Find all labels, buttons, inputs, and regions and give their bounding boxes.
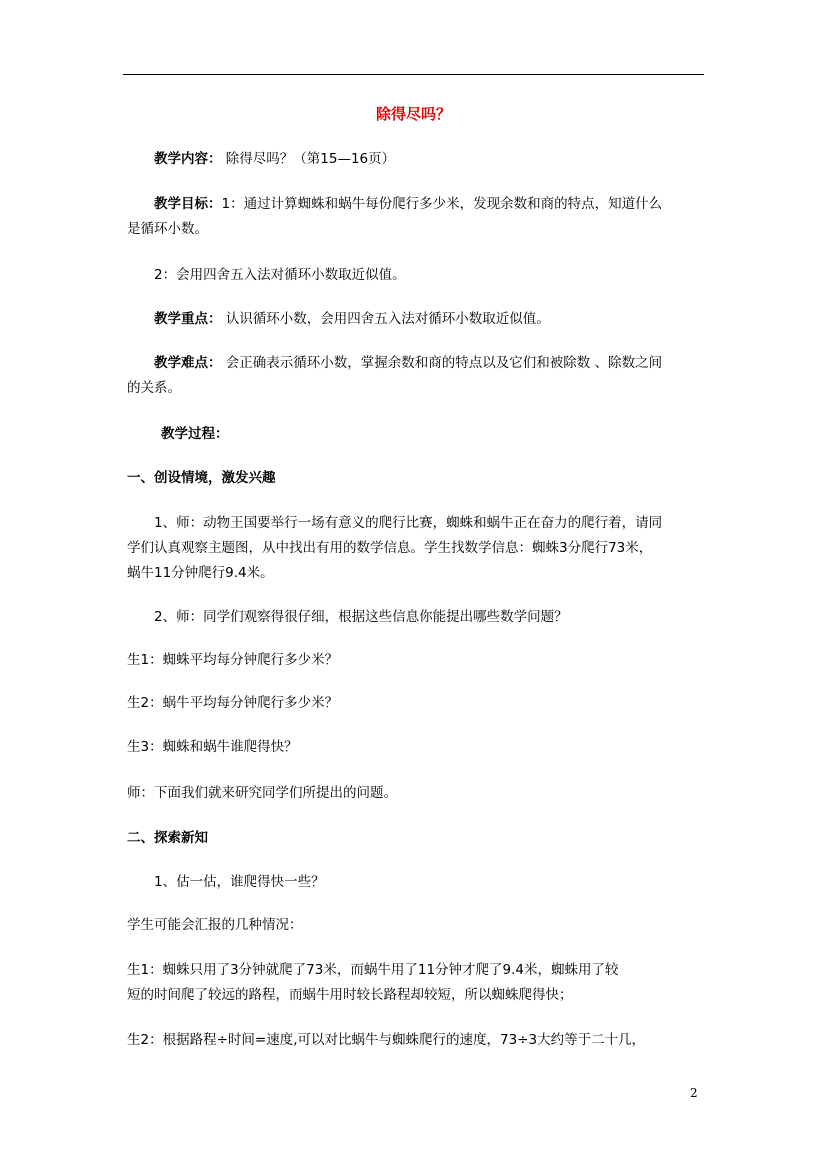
student2-question: 生2：蜗牛平均每分钟爬行多少米？ (127, 695, 339, 711)
section1-p2: 2、师：同学们观察得很仔细，根据这些信息你能提出哪些数学问题？ (154, 609, 568, 625)
section1-p1-line2: 学们认真观察主题图，从中找出有用的数学信息。学生找数学信息：蜘蛛3分爬行73米， (127, 540, 653, 556)
page-number: 2 (690, 1086, 698, 1100)
header-rule (123, 74, 704, 75)
section2-p2: 学生可能会汇报的几种情况： (127, 917, 303, 933)
student1-question: 生1：蜘蛛平均每分钟爬行多少米？ (127, 652, 339, 668)
teaching-goal-text: 1：通过计算蜘蛛和蜗牛每份爬行多少米，发现余数和商的特点，知道什么 (221, 196, 663, 212)
page-title: 除得尽吗？ (375, 105, 451, 123)
section1-p1-line3: 蜗牛11分钟爬行9.4米。 (127, 565, 274, 581)
teacher-statement: 师：下面我们就来研究同学们所提出的问题。 (127, 785, 397, 801)
section2-s1-line2: 短的时间爬了较远的路程，而蜗牛用时较长路程却较短，所以蜘蛛爬得快； (127, 987, 573, 1003)
section2-p1: 1、估一估，谁爬得快一些？ (154, 874, 325, 890)
teaching-content-text: 除得尽吗？（第15—16页） (221, 151, 396, 167)
section2-heading: 二、探索新知 (127, 830, 208, 846)
section2-s1-line1: 生1：蜘蛛只用了3分钟就爬了73米，而蜗牛用了11分钟才爬了9.4米，蜘蛛用了较 (127, 962, 619, 978)
process-heading: 教学过程： (161, 426, 229, 442)
section2-s2: 生2：根据路程÷时间=速度,可以对比蜗牛与蜘蛛爬行的速度，73÷3大约等于二十几， (127, 1032, 646, 1048)
teaching-goal-line1 (127, 191, 711, 217)
section1-p1-line1: 1、师：动物王国要举行一场有意义的爬行比赛，蜘蛛和蜗牛正在奋力的爬行着，请同 (154, 515, 663, 531)
teaching-focus (127, 306, 711, 332)
teaching-difficulty-line1 (127, 350, 711, 376)
teaching-difficulty-text: 会正确表示循环小数，掌握余数和商的特点以及它们和被除数 、除数之间 (221, 355, 663, 371)
teaching-goal-line2: 是循环小数。 (127, 221, 208, 237)
teaching-focus-label: 教学重点： (154, 311, 222, 327)
section1-heading: 一、创设情境，激发兴趣 (127, 470, 276, 486)
teaching-content (127, 146, 711, 172)
teaching-difficulty-line2: 的关系。 (127, 380, 181, 396)
teaching-goal-item2: 2：会用四舍五入法对循环小数取近似值。 (154, 267, 406, 283)
student3-question: 生3：蜘蛛和蜗牛谁爬得快？ (127, 739, 298, 755)
teaching-focus-text: 认识循环小数，会用四舍五入法对循环小数取近似值。 (221, 311, 550, 327)
teaching-difficulty-label: 教学难点： (154, 355, 222, 371)
teaching-goal-label: 教学目标： (154, 196, 222, 212)
teaching-content-label: 教学内容： (154, 151, 222, 167)
